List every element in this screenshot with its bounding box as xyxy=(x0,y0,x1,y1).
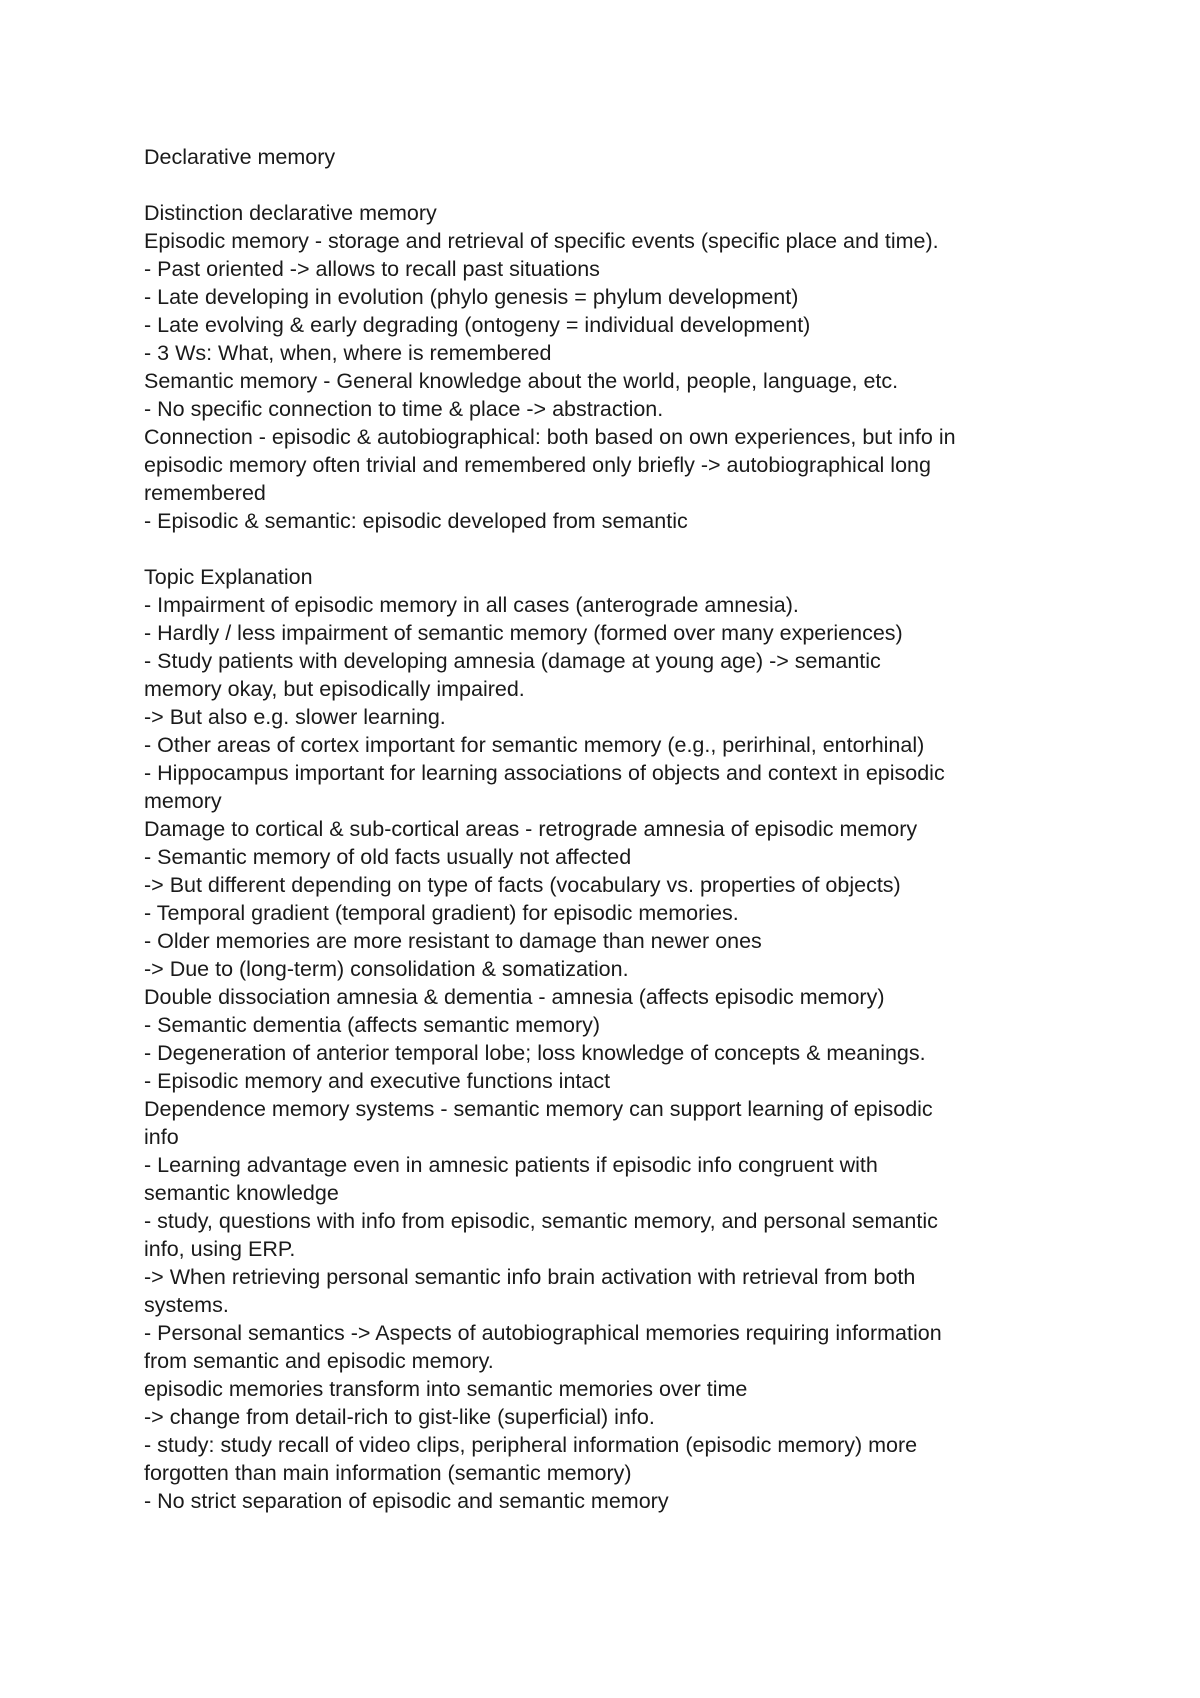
text-line: Damage to cortical & sub-cortical areas - retrograde amnesia of episodic memory xyxy=(144,817,918,841)
text-line: Episodic memory - storage and retrieval of specific events (specific place and time). xyxy=(144,229,939,253)
text-line: - Episodic & semantic: episodic developed from semantic xyxy=(144,509,688,533)
text-line: remembered xyxy=(144,481,266,505)
text-line: systems. xyxy=(144,1293,229,1317)
text-line: -> Due to (long-term) consolidation & somatization. xyxy=(144,957,629,981)
text-line: info xyxy=(144,1125,179,1149)
section-topic-explanation xyxy=(144,563,1084,1515)
text-line: - Episodic memory and executive functions intact xyxy=(144,1069,611,1093)
text-line: semantic knowledge xyxy=(144,1181,339,1205)
section-distinction xyxy=(144,199,1084,535)
text-line: - Hardly / less impairment of semantic memory (formed over many experiences) xyxy=(144,621,903,645)
text-line: from semantic and episodic memory. xyxy=(144,1349,494,1373)
spacer xyxy=(144,535,1084,563)
text-line: Dependence memory systems - semantic memory can support learning of episodic xyxy=(144,1097,933,1121)
document-body xyxy=(144,143,1084,1515)
text-line: - Older memories are more resistant to damage than newer ones xyxy=(144,929,762,953)
text-line: episodic memories transform into semantic memories over time xyxy=(144,1377,748,1401)
text-line: episodic memory often trivial and remembered only briefly -> autobiographical long xyxy=(144,453,931,477)
text-line: - Hippocampus important for learning associations of objects and context in episodic xyxy=(144,761,945,785)
text-line: - Temporal gradient (temporal gradient) for episodic memories. xyxy=(144,901,739,925)
section-lines xyxy=(144,227,1084,535)
text-line: - No strict separation of episodic and semantic memory xyxy=(144,1489,669,1513)
text-line: - Learning advantage even in amnesic patients if episodic info congruent with xyxy=(144,1153,878,1177)
text-line: - study, questions with info from episodic, semantic memory, and personal semantic xyxy=(144,1209,938,1233)
text-line: - Personal semantics -> Aspects of autobiographical memories requiring information xyxy=(144,1321,942,1345)
document-title: Declarative memory xyxy=(144,145,336,169)
section-heading: Distinction declarative memory xyxy=(144,201,437,225)
text-line: Semantic memory - General knowledge about the world, people, language, etc. xyxy=(144,369,899,393)
text-line: - Semantic memory of old facts usually not affected xyxy=(144,845,632,869)
text-line: - Late evolving & early degrading (ontogeny = individual development) xyxy=(144,313,811,337)
text-line: - No specific connection to time & place -> abstraction. xyxy=(144,397,664,421)
text-line: -> When retrieving personal semantic info brain activation with retrieval from both xyxy=(144,1265,916,1289)
text-line: - study: study recall of video clips, peripheral information (episodic memory) more xyxy=(144,1433,918,1457)
text-line: - Degeneration of anterior temporal lobe; loss knowledge of concepts & meanings. xyxy=(144,1041,926,1065)
text-line: forgotten than main information (semantic memory) xyxy=(144,1461,632,1485)
text-line: -> But different depending on type of facts (vocabulary vs. properties of objects) xyxy=(144,873,901,897)
text-line: Connection - episodic & autobiographical: both based on own experiences, but info in xyxy=(144,425,956,449)
text-line: -> But also e.g. slower learning. xyxy=(144,705,446,729)
text-line: - Impairment of episodic memory in all cases (anterograde amnesia). xyxy=(144,593,799,617)
spacer xyxy=(144,171,1084,199)
text-line: -> change from detail-rich to gist-like (superficial) info. xyxy=(144,1405,655,1429)
text-line: - Past oriented -> allows to recall past situations xyxy=(144,257,600,281)
text-line: memory xyxy=(144,789,222,813)
text-line: - Study patients with developing amnesia (damage at young age) -> semantic xyxy=(144,649,881,673)
text-line: - Other areas of cortex important for semantic memory (e.g., perirhinal, entorhinal) xyxy=(144,733,925,757)
text-line: info, using ERP. xyxy=(144,1237,296,1261)
text-line: memory okay, but episodically impaired. xyxy=(144,677,525,701)
section-heading: Topic Explanation xyxy=(144,565,313,589)
text-line: Double dissociation amnesia & dementia - amnesia (affects episodic memory) xyxy=(144,985,885,1009)
text-line: - 3 Ws: What, when, where is remembered xyxy=(144,341,552,365)
text-line: - Late developing in evolution (phylo genesis = phylum development) xyxy=(144,285,799,309)
section-lines xyxy=(144,591,1084,1515)
text-line: - Semantic dementia (affects semantic memory) xyxy=(144,1013,601,1037)
